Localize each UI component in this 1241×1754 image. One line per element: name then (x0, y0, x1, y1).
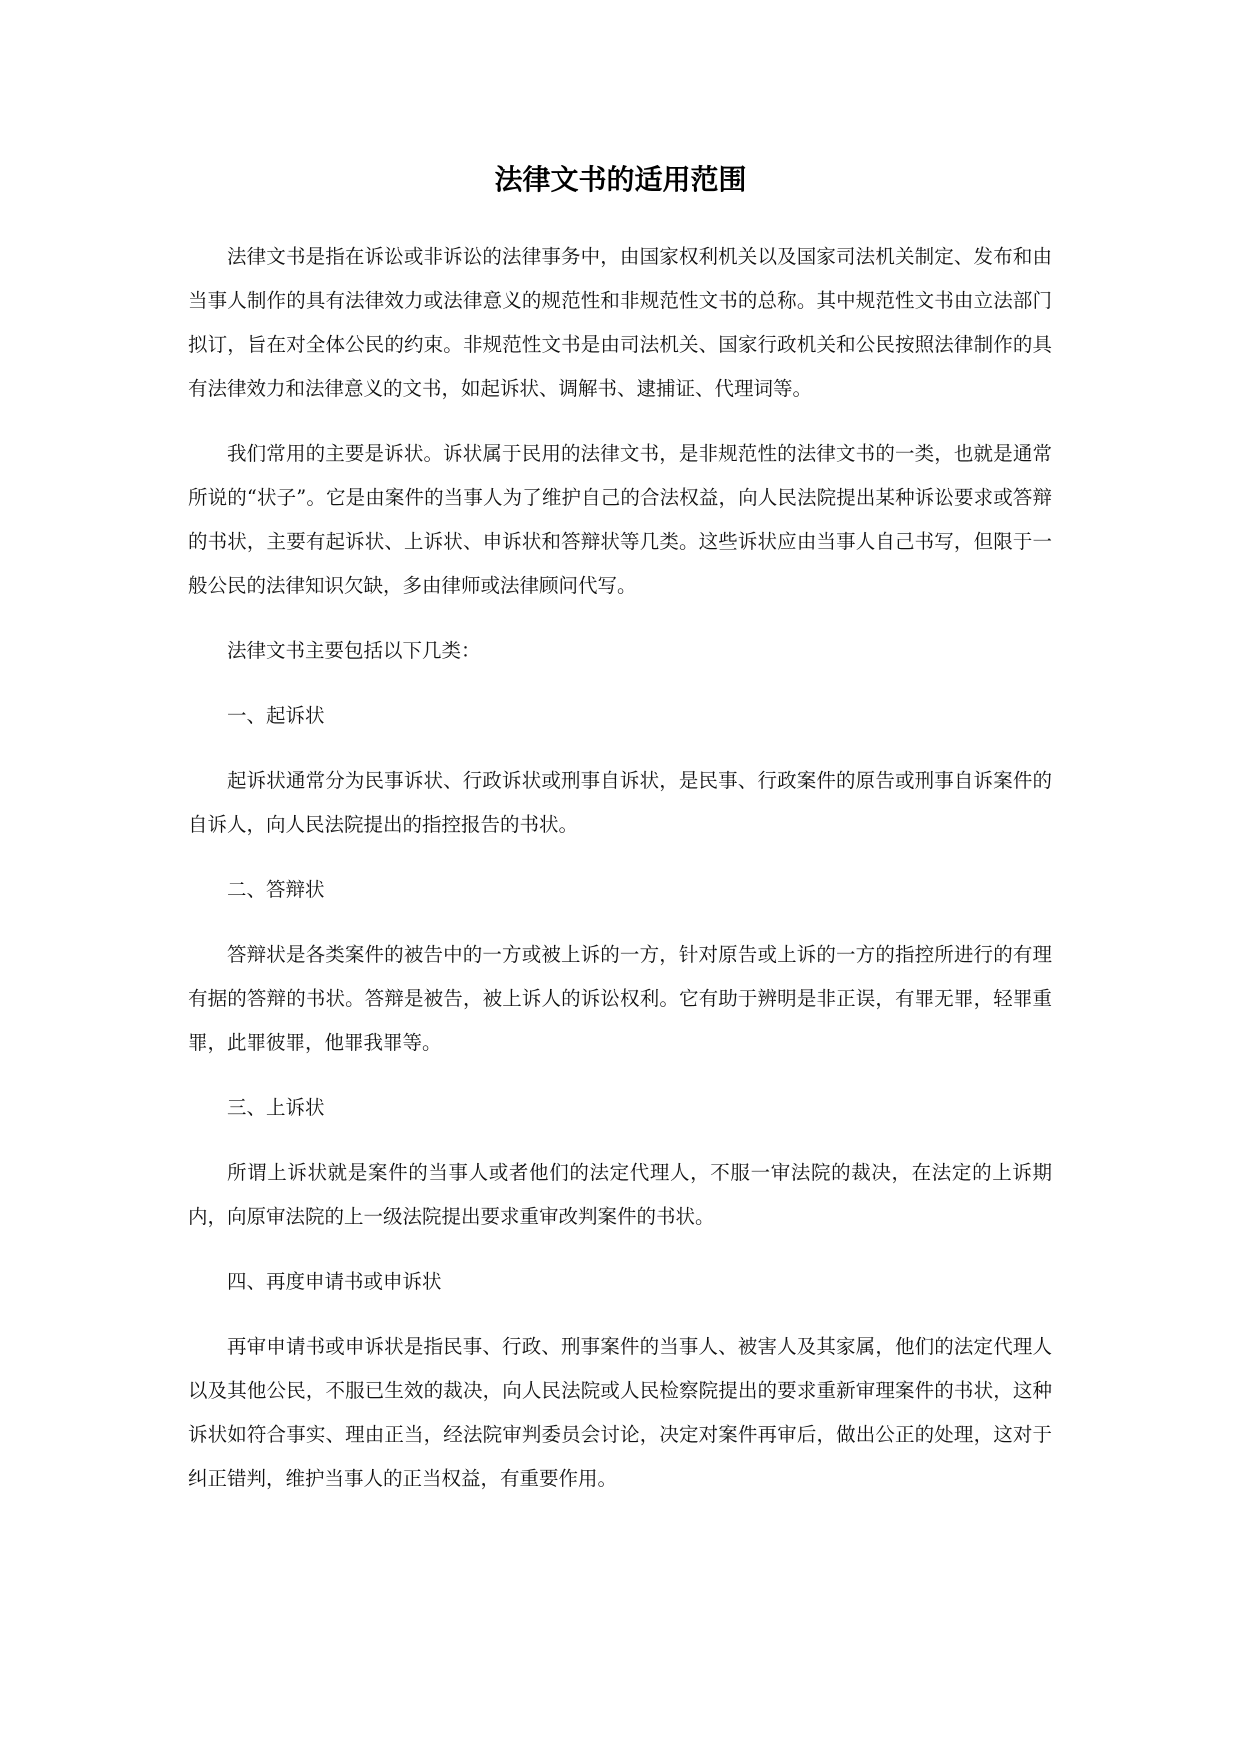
paragraph-definition: 法律文书是指在诉讼或非诉讼的法律事务中，由国家权利机关以及国家司法机关制定、发布和由当事人制作的具有法律效力或法律意义的规范性和非规范性文书的总称。其中规范性文书由立法部门拟订，旨在对全体公民的约束。非规范性文书是由司法机关、国家行政机关和公民按照法律制作的具有法律效力和法律意义的文书，如起诉状、调解书、逮捕证、代理词等。 (188, 245, 1052, 400)
paragraph-categories-intro: 法律文书主要包括以下几类： (227, 639, 481, 662)
paragraph-complaint: 起诉状通常分为民事诉状、行政诉状或刑事自诉状，是民事、行政案件的原告或刑事自诉案件的自诉人，向人民法院提出的指控报告的书状。 (188, 769, 1052, 836)
section-heading-defense: 二、答辩状 (227, 878, 325, 901)
section-heading-retrial: 四、再度申请书或申诉状 (227, 1270, 442, 1293)
document-title: 法律文书的适用范围 (494, 163, 747, 196)
section-heading-complaint: 一、起诉状 (227, 704, 325, 727)
paragraph-retrial: 再审申请书或申诉状是指民事、行政、刑事案件的当事人、被害人及其家属，他们的法定代理人以及其他公民，不服已生效的裁决，向人民法院或人民检察院提出的要求重新审理案件的书状，这种诉状如符合事实、理由正当，经法院审判委员会讨论，决定对案件再审后，做出公正的处理，这对于纠正错判，维护当事人的正当权益，有重要作用。 (188, 1335, 1052, 1490)
paragraph-appeal: 所谓上诉状就是案件的当事人或者他们的法定代理人，不服一审法院的裁决，在法定的上诉期内，向原审法院的上一级法院提出要求重审改判案件的书状。 (188, 1161, 1052, 1228)
paragraph-complaints: 我们常用的主要是诉状。诉状属于民用的法律文书，是非规范性的法律文书的一类，也就是通常所说的“状子”。它是由案件的当事人为了维护自己的合法权益，向人民法院提出某种诉讼要求或答辩的书状，主要有起诉状、上诉状、申诉状和答辩状等几类。这些诉状应由当事人自己书写，但限于一般公民的法律知识欠缺，多由律师或法律顾问代写。 (188, 442, 1052, 597)
section-heading-appeal: 三、上诉状 (227, 1096, 325, 1119)
paragraph-defense: 答辩状是各类案件的被告中的一方或被上诉的一方，针对原告或上诉的一方的指控所进行的有理有据的答辩的书状。答辩是被告，被上诉人的诉讼权利。它有助于辨明是非正误，有罪无罪，轻罪重罪，此罪彼罪，他罪我罪等。 (188, 943, 1052, 1054)
document-body (188, 235, 1052, 1501)
